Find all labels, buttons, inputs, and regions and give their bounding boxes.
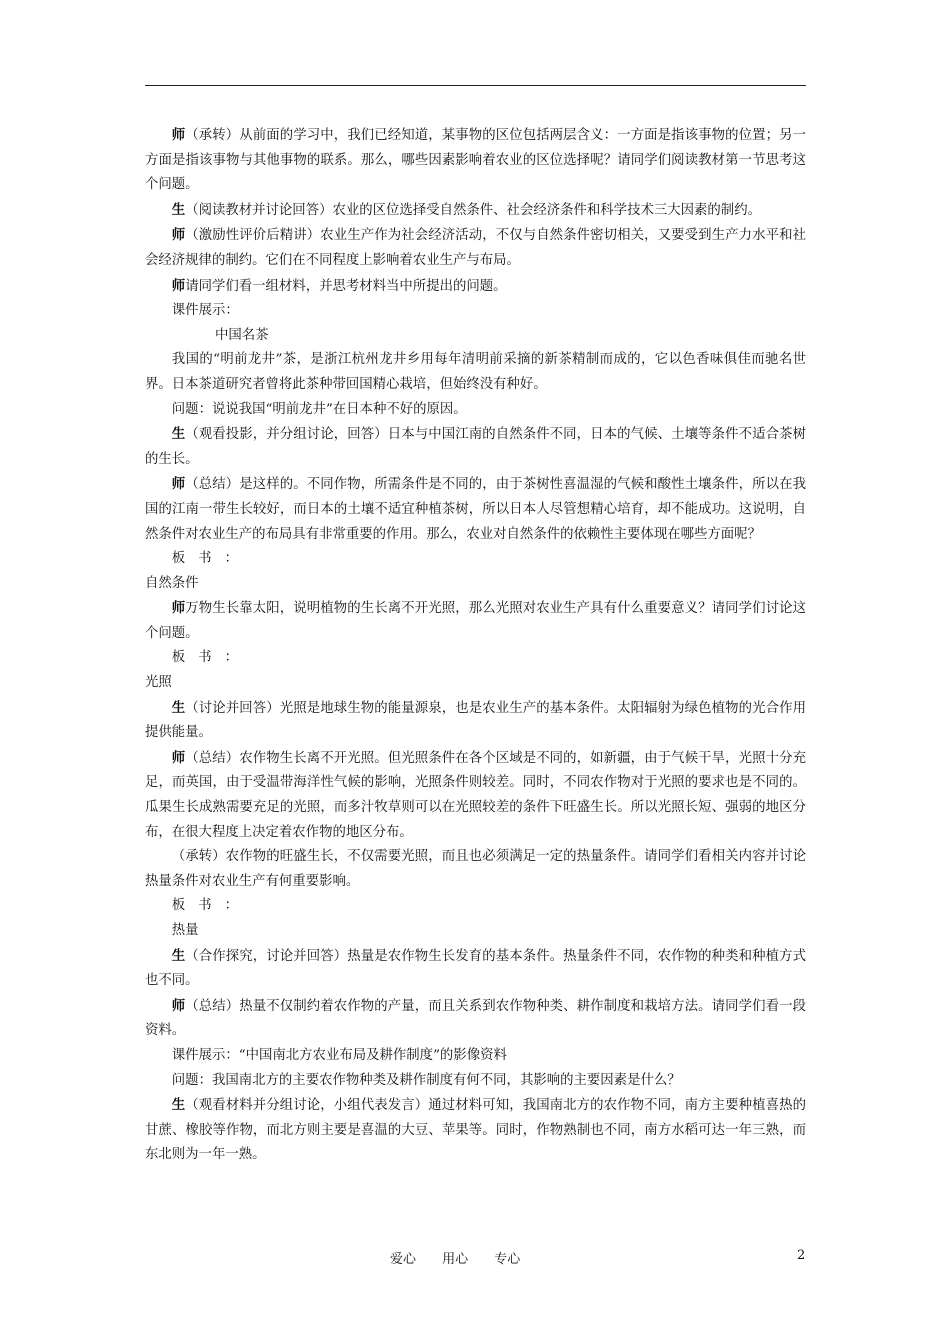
paragraph (145, 646, 806, 671)
paragraph-text: （总结）农作物生长离不开光照。但光照条件在各个区域是不同的，如新疆，由于气候干旱，光照十分充足，而英国，由于受温带海洋性气候的影响，光照条件则较差。同时，不同农作物对于光照的要求也是不同的。瓜果生长成熟需要充足的光照，而多汁牧草则可以在光照较差的条件下旺盛生长。所以光照长短、强弱的地区分布，在很大程度上决定着农作物的地区分布。 (145, 750, 807, 840)
paragraph (145, 547, 806, 572)
paragraph-text: （总结）热量不仅制约着农作物的产量，而且关系到农作物种类、耕作制度和栽培方法。请同学们看一段资料。 (145, 998, 807, 1039)
paragraph-text: 板书： (171, 650, 251, 666)
paragraph-text: 自然条件 (145, 575, 199, 591)
speaker-label: 生 (171, 201, 186, 218)
paragraph (145, 746, 806, 845)
paragraph-text: 中国名茶 (215, 327, 269, 343)
speaker-label: 师 (171, 600, 186, 617)
paragraph (145, 919, 806, 944)
paragraph (145, 324, 806, 349)
paragraph-text: 我国的“明前龙井”茶，是浙江杭州龙井乡用每年清明前采摘的新茶精制而成的，它以色香味俱佳而驰名世界。日本茶道研究者曾将此茶种带回国精心栽培，但始终没有种好。 (145, 352, 806, 392)
paragraph-text: （合作探究，讨论并回答）热量是农作物生长发育的基本条件。热量条件不同，农作物的种类和种植方式也不同。 (145, 948, 807, 989)
paragraph (145, 398, 806, 423)
paragraph (145, 894, 806, 919)
paragraph-text: 板书： (171, 898, 251, 914)
paragraph (145, 1069, 806, 1094)
paragraph (145, 944, 806, 994)
paragraph-text: （承转）农作物的旺盛生长，不仅需要光照，而且也必须满足一定的热量条件。请同学们看相关内容并讨论热量条件对农业生产有何重要影响。 (145, 849, 806, 889)
paragraph-text: （讨论并回答）光照是地球生物的能量源泉，也是农业生产的基本条件。太阳辐射为绿色植物的光合作用提供能量。 (145, 700, 807, 741)
header-rule (145, 85, 806, 86)
paragraph-text: （总结）是这样的。不同作物，所需条件是不同的，由于茶树性喜温湿的气候和酸性土壤条件，所以在我国的江南一带生长较好，而日本的土壤不适宜种植茶树，所以日本人尽管想精心培育，却不能成功。这说明，自然条件对农业生产的布局具有非常重要的作用。那么，农业对自然条件的依赖性主要体现在哪些方面呢？ (145, 477, 807, 542)
paragraph (145, 348, 806, 397)
paragraph-text: 热量 (171, 923, 199, 938)
paragraph-text: 问题：我国南北方的主要农作物种类及耕作制度有何不同，其影响的主要因素是什么？ (171, 1072, 681, 1088)
paragraph (145, 198, 806, 224)
paragraph (145, 1093, 806, 1168)
paragraph (145, 472, 806, 547)
paragraph-text: 光照 (145, 675, 172, 691)
page-footer (0, 1248, 950, 1268)
paragraph (145, 845, 806, 894)
speaker-label: 师 (171, 476, 186, 493)
paragraph (145, 299, 806, 324)
paragraph-text: （承转）从前面的学习中，我们已经知道，某事物的区位包括两层含义：一方面是指该事物的位置；另一方面是指该事物与其他事物的联系。那么，哪些因素影响着农业的区位选择呢？请同学们阅读教材第一节思考这个问题。 (145, 128, 807, 193)
paragraph-text: 板书： (171, 551, 251, 567)
speaker-label: 生 (171, 947, 186, 964)
paragraph-text: 万物生长靠太阳，说明植物的生长离不开光照，那么光照对农业生产具有什么重要意义？请同学们讨论这个问题。 (145, 601, 807, 641)
speaker-label: 师 (171, 127, 186, 143)
paragraph (145, 1044, 806, 1069)
paragraph-text: 课件展示：“中国南北方农业布局及耕作制度”的影像资料 (171, 1047, 507, 1063)
paragraph (145, 596, 806, 646)
speaker-label: 生 (171, 1097, 186, 1114)
speaker-label: 生 (171, 699, 186, 716)
speaker-label: 师 (171, 749, 186, 766)
paragraph-text: 课件展示： (171, 303, 239, 319)
paragraph-text: （阅读教材并讨论回答）农业的区位选择受自然条件、社会经济条件和科学技术三大因素的制约。 (185, 202, 761, 218)
footer-motto: 爱心 用心 专心 (390, 1252, 521, 1267)
paragraph (145, 671, 806, 696)
speaker-label: 师 (171, 277, 186, 294)
paragraph-text: （观看材料并分组讨论，小组代表发言）通过材料可知，我国南北方的农作物不同，南方主要种植喜热的甘蔗、橡胶等作物，而北方则主要是喜温的大豆、苹果等。同时，作物熟制也不同，南方水稻可达一年三熟，而东北则为一年一熟。 (145, 1098, 807, 1163)
document-body (145, 123, 806, 1168)
paragraph-text: 问题：说说我国“明前龙井”在日本种不好的原因。 (171, 401, 467, 417)
paragraph-text: 请同学们看一组材料，并思考材料当中所提出的问题。 (185, 278, 507, 294)
page-number: 2 (797, 1248, 806, 1263)
paragraph (145, 572, 806, 597)
paragraph (145, 422, 806, 472)
speaker-label: 生 (171, 426, 186, 443)
paragraph-text: （观看投影，并分组讨论，回答）日本与中国江南的自然条件不同，日本的气候、土壤等条件不适合茶树的生长。 (145, 427, 807, 467)
speaker-label: 师 (171, 997, 186, 1014)
paragraph (145, 696, 806, 746)
paragraph (145, 223, 806, 273)
speaker-label: 师 (171, 227, 186, 244)
paragraph (145, 274, 806, 300)
paragraph (145, 123, 806, 198)
paragraph-text: （激励性评价后精讲）农业生产作为社会经济活动，不仅与自然条件密切相关，又要受到生产力水平和社会经济规律的制约。它们在不同程度上影响着农业生产与布局。 (145, 228, 807, 268)
paragraph (145, 994, 806, 1044)
